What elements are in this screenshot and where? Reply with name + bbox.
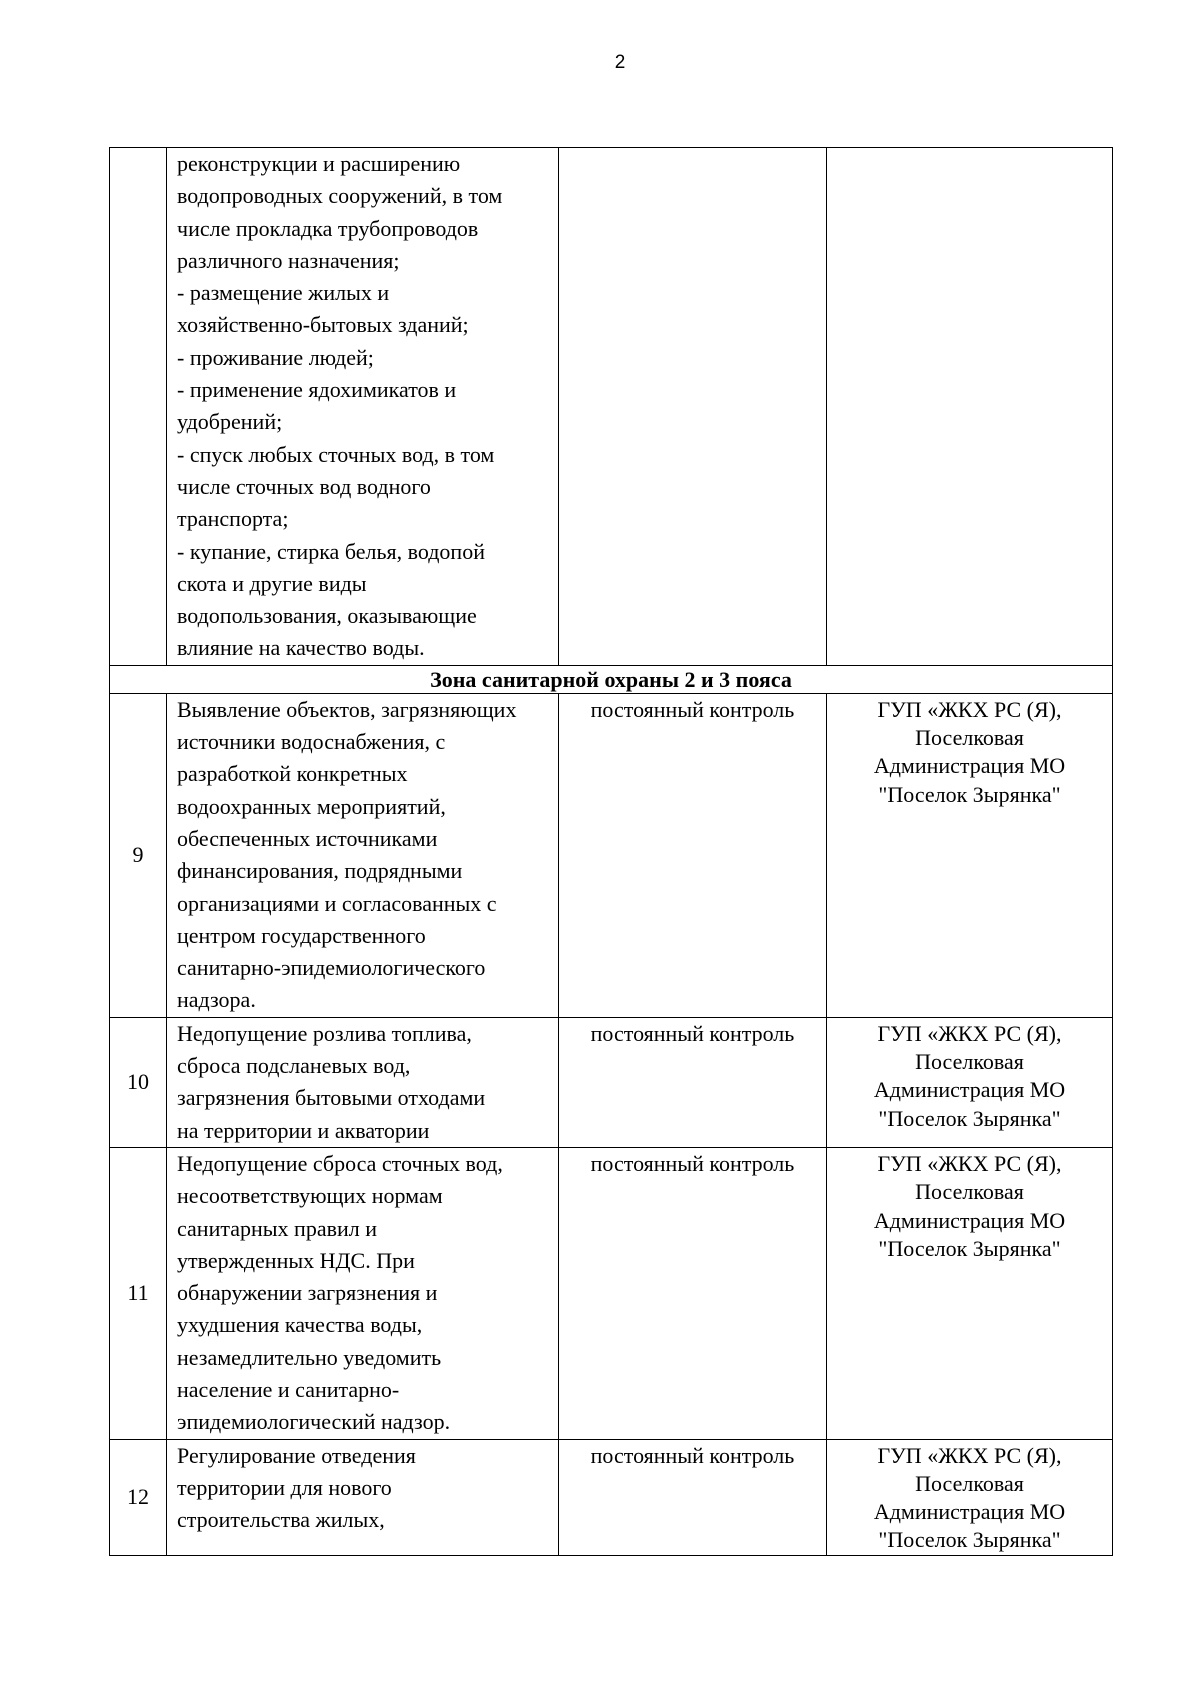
text-line: хозяйственно-бытовых зданий; [177,312,469,338]
text-line: "Поселок Зырянка" [878,781,1061,807]
text-line: водопользования, оказывающие [177,603,477,629]
table-row [110,1147,1113,1439]
term-cell: постоянный контроль [559,693,827,1017]
text-line: числе сточных вод водного [177,473,431,499]
row-number-cell: 12 [110,1439,167,1555]
section-header-row [110,665,1113,693]
term-cell: постоянный контроль [559,1439,827,1555]
text-line: Поселковая [915,725,1024,751]
text-line: ГУП «ЖКХ РС (Я), [877,1020,1062,1046]
text-line: утвержденных НДС. При [177,1247,415,1273]
row-number-cell [110,148,167,666]
text-line: - проживание людей; [177,344,374,370]
text-line: Администрация МО [873,1077,1066,1103]
text-line: "Поселок Зырянка" [878,1235,1061,1261]
text-line: центром государственного [177,922,426,948]
term-cell: постоянный контроль [559,1147,827,1439]
text-line: Поселковая [915,1049,1024,1075]
measures-table [109,147,1113,1556]
table-row [110,693,1113,1017]
text-line: надзора. [177,987,256,1013]
text-line: население и санитарно- [177,1376,400,1402]
row-number-cell: 9 [110,693,167,1017]
measure-cell [167,1147,559,1439]
text-line: строительства жилых, [177,1507,385,1533]
text-line: эпидемиологический надзор. [177,1409,451,1435]
text-line: Недопущение розлива топлива, [177,1020,472,1046]
text-line: удобрений; [177,409,283,435]
text-line: реконструкции и расширению [177,151,461,176]
text-line: Выявление объектов, загрязняющих [177,696,517,722]
measure-cell [167,1439,559,1555]
text-line: Недопущение сброса сточных вод, [177,1150,503,1176]
page-number: 2 [614,52,626,73]
text-line: Администрация МО [873,753,1066,779]
text-line: скота и другие виды [177,570,367,596]
responsible-cell [827,148,1113,666]
text-line: финансирования, подрядными [177,858,463,884]
text-line: Регулирование отведения [177,1442,416,1468]
text-line: ухудшения качества воды, [177,1312,423,1338]
text-line: Поселковая [915,1179,1024,1205]
measure-cell [167,1017,559,1147]
text-line: Администрация МО [873,1207,1066,1233]
text-line: санитарно-эпидемиологического [177,955,486,981]
responsible-cell [827,1439,1113,1555]
text-line: источники водоснабжения, с [177,729,446,755]
table-row [110,1439,1113,1555]
text-line: водоохранных мероприятий, [177,793,446,819]
text-line: различного назначения; [177,247,400,273]
text-line: - спуск любых сточных вод, в том [177,441,495,467]
text-line: - купание, стирка белья, водопой [177,538,485,564]
text-line: ГУП «ЖКХ РС (Я), [877,696,1062,722]
row-number-cell: 11 [110,1147,167,1439]
section-title: Зона санитарной охраны 2 и 3 пояса [110,665,1113,693]
responsible-cell [827,1147,1113,1439]
text-line: загрязнения бытовыми отходами [177,1085,486,1111]
text-line: Администрация МО [873,1499,1066,1525]
text-line: влияние на качество воды. [177,635,425,661]
text-line: на территории и акватории [177,1117,430,1143]
text-line: сброса подсланевых вод, [177,1053,411,1079]
table-row [110,1017,1113,1147]
text-line: санитарных правил и [177,1215,377,1241]
text-line: несоответствующих нормам [177,1183,443,1209]
text-line: разработкой конкретных [177,761,408,787]
text-line: ГУП «ЖКХ РС (Я), [877,1442,1062,1468]
table-row-continuation [110,148,1113,666]
text-line: незамедлительно уведомить [177,1344,442,1370]
text-line: водопроводных сооружений, в том [177,183,503,209]
text-line: - размещение жилых и [177,280,390,306]
responsible-cell [827,693,1113,1017]
responsible-cell [827,1017,1113,1147]
text-line: "Поселок Зырянка" [878,1105,1061,1131]
text-line: - применение ядохимикатов и [177,377,457,403]
text-line: ГУП «ЖКХ РС (Я), [877,1150,1062,1176]
table-body [110,148,1113,1556]
term-cell [559,148,827,666]
text-line: "Поселок Зырянка" [878,1527,1061,1553]
row-number-cell: 10 [110,1017,167,1147]
text-line: транспорта; [177,506,289,532]
text-line: Поселковая [915,1470,1024,1496]
measure-cell [167,693,559,1017]
measure-cell [167,148,559,666]
text-line: организациями и согласованных с [177,890,497,916]
text-line: числе прокладка трубопроводов [177,215,479,241]
text-line: обеспеченных источниками [177,825,438,851]
text-line: обнаружении загрязнения и [177,1280,438,1306]
term-cell: постоянный контроль [559,1017,827,1147]
text-line: территории для нового [177,1474,392,1500]
